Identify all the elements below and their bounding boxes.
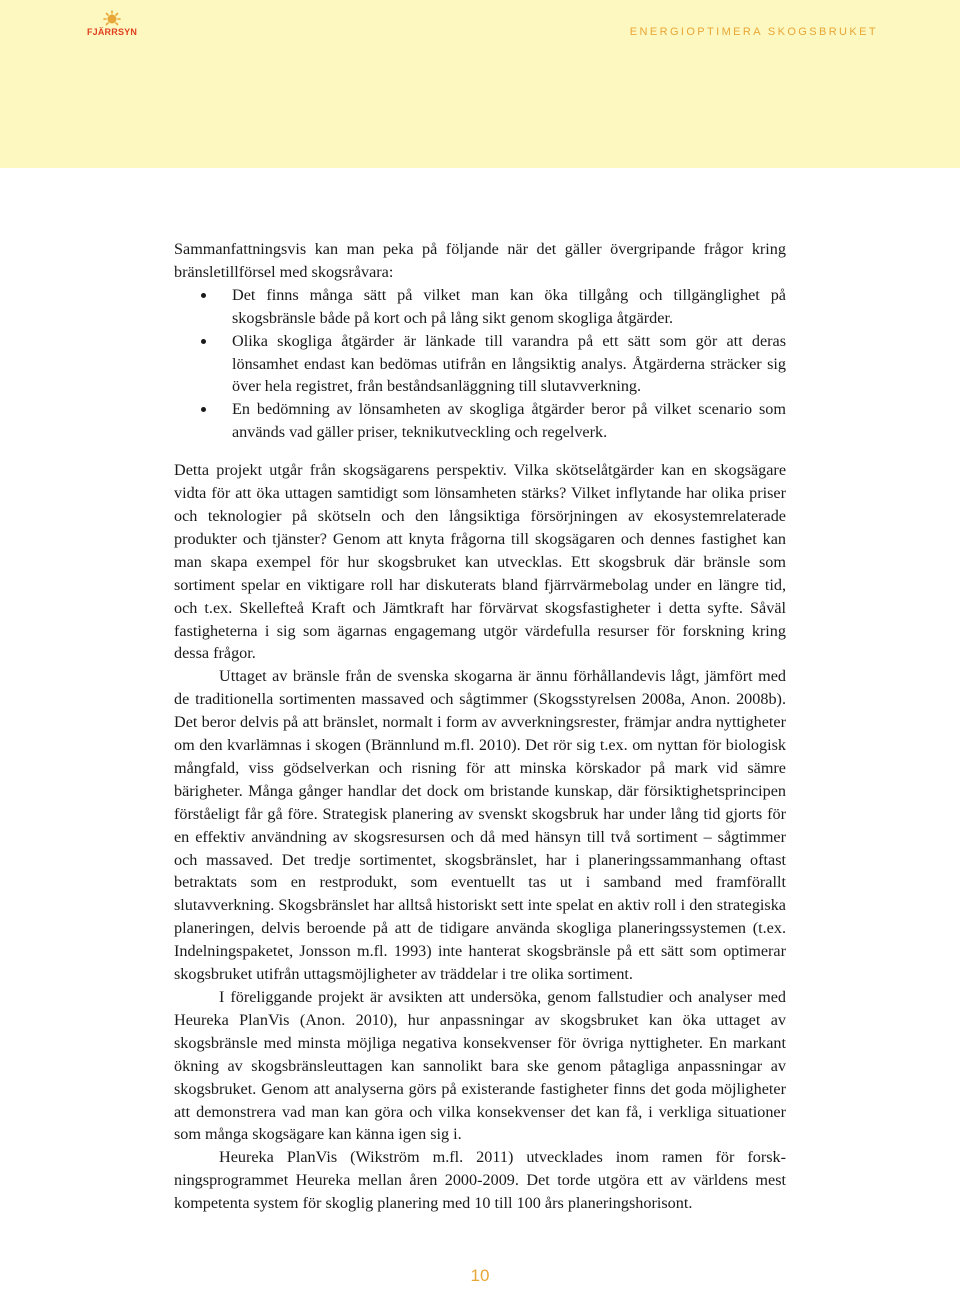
bullet-item: Det finns många sätt på vilket man kan öka tillgång och tillgänglighet på skogsbränsle både på kort och på lång sikt genom skogliga åtgärder. bbox=[174, 284, 786, 330]
body-text bbox=[174, 238, 786, 1215]
paragraph: I föreliggande projekt är avsikten att undersöka, genom fallstudier och analyser med Heureka PlanVis (Anon. 2010), hur anpassningar av skogsbruket kan öka uttaget av skogsbränsle med minsta möjliga negativa konsekvenser för övriga nyttigheter. En markant ökning av skogsbränsleuttagen kan sannolikt bara ske genom påtagliga anpassningar av skogsbruket. Genom att analyserna görs på existerande fastigheter finns det goda möjligheter att demonstrera vad man kan göra och vilka konsekvenser det kan få, i verkliga situationer som många skogsägare kan känna igen sig i. bbox=[174, 988, 786, 1144]
fjarrsyn-logo bbox=[82, 10, 142, 42]
paragraph: Detta projekt utgår från skogsägarens perspektiv. Vilka skötselåtgärder kan en skogsägare vidta för att öka uttagen samtidigt som lönsamheten stärks? Vilket inflytande har olika priser och teknologier på skötseln och den långsiktiga försörjningen av ekosystemrelaterade produkter och tjänster? Genom att knyta frågorna till skogsägaren och dennes fastighet kan man skapa exempel för hur skogsbruket kan utvecklas. Ett skogsbruk där bränsle som sortiment spelar en viktigare roll har diskuterats bland fjärrvärmebolag under en längre tid, och t.ex. Skellefteå Kraft och Jämtkraft har förvärvat skogsfastigheter i detta syfte. Såväl fastigheterna i sig som ägarnas engagemang utgör värdefulla resurser för forskning kring dessa frågor. bbox=[174, 461, 786, 663]
paragraph: Uttaget av bränsle från de svenska skogarna är ännu förhållandevis lågt, jämfört med de traditionella sortimenten massaved och sågtimmer (Skogsstyrelsen 2008a, Anon. 2008b). Det beror delvis på att bränslet, normalt i form av avverkningsrester, främjar andra nyttigheter om den kvarlämnas i skogen (Brännlund m.fl. 2010). Det rör sig t.ex. om nyttan för biologisk mångfald, viss gödselverkan och risning för att minska körskador på mark vid sämre bärigheter. Många gånger handlar det dock om bristande kunskap, där försiktighetsprincipen förståeligt får gå före. Strategisk planering av svenskt skogsbruk har under lång tid gjorts för en effektiv användning av skogsresursen och då med hänsyn till två sortiment – sågtimmer och massaved. Det tredje sortimentet, skogsbränslet, har i planeringssammanhang oftast betraktats som en restprodukt, som eventuellt tas ut i samband med framförallt slutavverkning. Skogsbränslet har alltså historiskt sett inte spelat en aktiv roll i den strategiska planeringen, delvis beroende på att de tidigare använda skogliga planeringssystemen (t.ex. Indelningspaketet, Jonsson m.fl. 1993) inte hanterat skogsbränsle på ett sätt som optimerar skogsbruket utifrån uttagsmöjligheter av träddelar i tre olika sortiment. bbox=[174, 667, 786, 984]
bullet-list bbox=[174, 284, 786, 444]
bullet-item: Olika skogliga åtgärder är länkade till varandra på ett sätt som gör att deras lönsamhet endast kan bedömas utifrån en långsiktig analys. Åtgärderna sträcker sig över hela registret, från beståndsanläggning till slutavverkning. bbox=[174, 330, 786, 399]
logo-wordmark: FJÄRRSYN bbox=[86, 27, 138, 37]
series-title: ENERGIOPTIMERA SKOGSBRUKET bbox=[629, 26, 878, 38]
paragraph: Heureka PlanVis (Wikström m.fl. 2011) utvecklades inom ramen för forskningsprogrammet Heureka mellan åren 2000-2009. Det torde utgöra ett av världens mest kompetenta system för skoglig planering med 10 till 100 års planeringshorisont. bbox=[174, 1148, 786, 1213]
bullet-item: En bedömning av lönsamheten av skogliga åtgärder beror på vilket scenario som används vad gäller priser, teknikutveckling och regelverk. bbox=[174, 398, 786, 444]
header-band bbox=[0, 0, 960, 168]
page-number: 10 bbox=[470, 1266, 490, 1285]
intro-paragraph: Sammanfattningsvis kan man peka på följande när det gäller övergripande frågor kring bränsletillförsel med skogsråvara: bbox=[174, 240, 786, 281]
